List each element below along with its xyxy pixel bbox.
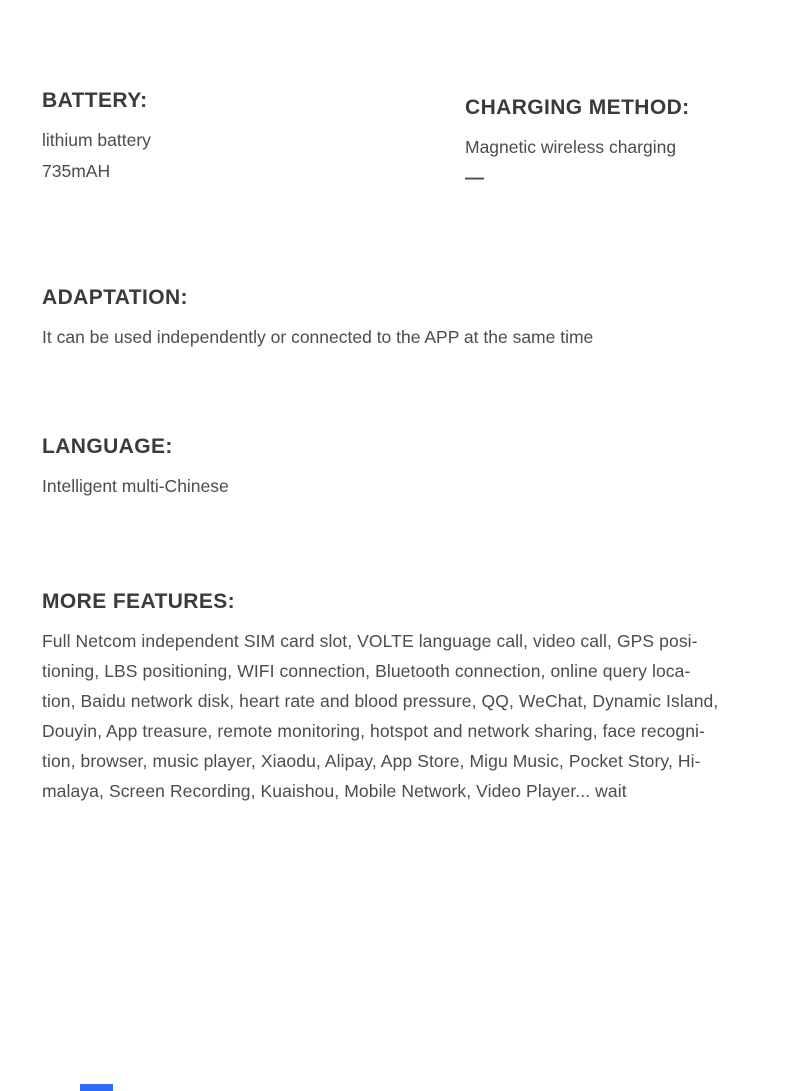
more-features-section (42, 589, 718, 806)
adaptation-heading: ADAPTATION: (42, 286, 188, 309)
language-heading: LANGUAGE: (42, 435, 173, 458)
features-text-line: Full Netcom independent SIM card slot, VOLTE language call, video call, GPS posi- (42, 631, 698, 651)
empty-value-dash: — (465, 168, 484, 189)
battery-capacity-text: 735mAH (42, 161, 111, 181)
features-text-line: malaya, Screen Recording, Kuaishou, Mobile Network, Video Player... wait (42, 781, 627, 801)
bottom-accent-bar (80, 1084, 113, 1091)
language-section (42, 434, 229, 502)
charging-method-text: Magnetic wireless charging (465, 137, 677, 157)
more-features-heading: MORE FEATURES: (42, 590, 236, 613)
features-text-line: tion, browser, music player, Xiaodu, Alipay, App Store, Migu Music, Pocket Story, Hi- (42, 751, 701, 771)
charging-method-section (465, 95, 690, 194)
language-text: Intelligent multi-Chinese (42, 476, 229, 496)
battery-heading: BATTERY: (42, 89, 148, 112)
charging-method-heading: CHARGING METHOD: (465, 96, 690, 119)
features-text-line: Douyin, App treasure, remote monitoring, hotspot and network sharing, face recogni- (42, 721, 705, 741)
battery-section (42, 88, 151, 187)
battery-type-text: lithium battery (42, 130, 151, 150)
adaptation-section (42, 285, 593, 353)
features-text-line: tion, Baidu network disk, heart rate and blood pressure, QQ, WeChat, Dynamic Island, (42, 691, 719, 711)
features-text-line: tioning, LBS positioning, WIFI connection, Bluetooth connection, online query loca- (42, 661, 691, 681)
adaptation-text: It can be used independently or connected to the APP at the same time (42, 327, 594, 347)
